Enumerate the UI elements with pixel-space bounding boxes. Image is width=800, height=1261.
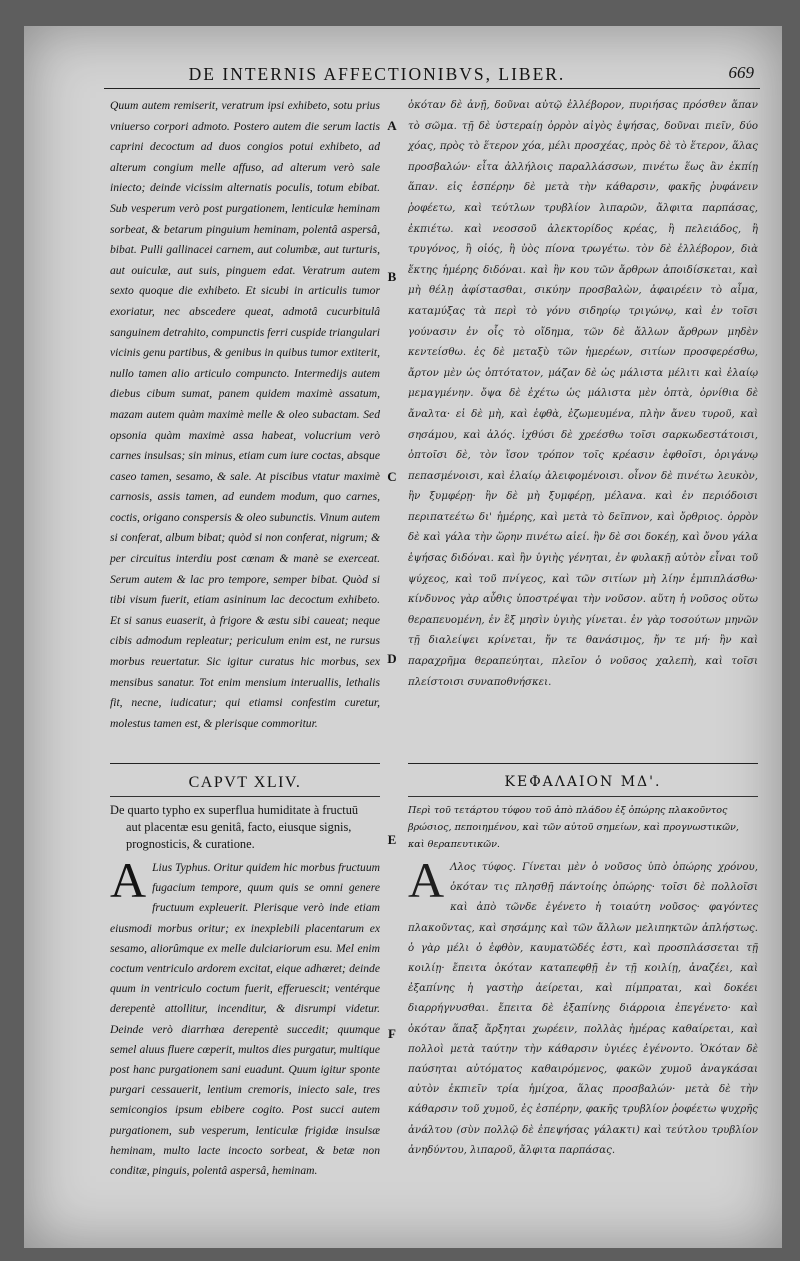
- margin-marker-e: E: [387, 832, 397, 847]
- dropcap-greek: Α: [408, 852, 445, 908]
- chapter-heading-latin: CAPVT XLIV.: [188, 774, 302, 791]
- greek-column-top: [408, 96, 758, 693]
- margin-marker-a: A: [387, 118, 397, 133]
- book-page: [24, 26, 782, 1248]
- margin-marker-b: B: [387, 269, 397, 284]
- heading-rule-latin: [110, 796, 380, 797]
- greek-paragraph-top: ὁκόταν δὲ ἀνῇ, δοῦναι αὐτῷ ἐλλέβορον, πυριήσας πρόσθεν ἅπαν τὸ σῶμα. τῇ δὲ ὑστεραίῃ ὀρρὸν αἰγὸς ἑψήσας, δοῦναι πιεῖν, δύο χόας, πρὸς τὸ ἕτερον χόα, μέλι προσχέας, πρὸς δὲ τὸ ἕτερον, ἅλας προσβαλών· εἶτα ἀλλήλοις παραλλάσσων, πινέτω ἕως ἂν ἐκπίῃ ἅπαν. εἰς ἑσπέρην δὲ μετὰ τὴν κάθαρσιν, φακῆς ῥυφάνειν ῥοφέετω, καὶ τεύτλων τρυβλίον λιπαρῶν, ἄλφιτα παρπάσας, ἐκπιέτω. καὶ νεοσσοῦ ἀλεκτορίδος κρέας, ἢ πελειάδος, ἢ τρυγόνος, ἢ οἰός, ἢ ὑὸς πίονα τρωγέτω. τὸν δὲ ἐλλέβορον, διὰ ἕκτης ἡμέρης διδόναι. καὶ ἢν κου τῶν ἄρθρων ἀποιδίσκεται, καὶ μὴ θέλῃ ἀφίστασθαι, σικύην προσβαλὼν, ἀφαιρέειν τὸ αἷμα, καταμύξας τὰ περὶ τὸ γόνυ σιδηρίῳ τριγώνῳ, καὶ ἐν τοῖσι γούνασιν ἐν οἷς τὸ οἴδημα, τῶν δὲ ἄλλων ἄρθρων μηδὲν κεντείσθω. ἐς δὲ μεταξὺ τῶν ἡμερέων, σιτίων προσφερέσθω, ἄρτον μὲν ὡς ὀπτότατον, μάζαν δὲ ὡς μάλιστα μέλιτι καὶ ἐλαίῳ μεμαγμένην. ὄψα δὲ ἐχέτω ὡς μάλιστα μὲν ὀπτὰ, ὀρνίθια δὲ ἄναλτα· εἰ δὲ μὴ, καὶ ἑφθὰ, ἐζωμευμένα, πλὴν ἄνευ τυροῦ, καὶ σησάμου, καὶ ἁλός. ἰχθύσι δὲ χρεέσθω τοῖσι σαρκωδεστάτοισι, ὀπτοῖσι δὲ, τὸν ἴσον τρόπον τοῖς κρέασιν ἑφθοῖσι, ὀριγάνῳ πεπασμένοισι, καὶ ἐλαίῳ ἀλειφομένοισι. οἶνον δὲ πινέτω λευκὸν, ἢν ξυμφέρῃ· ἢν δὲ μὴ ξυμφέρῃ, μέλανα. καὶ ἐν περιόδοισι περιπατεέτω δι' ἡμέρης, καὶ μετὰ τὸ δεῖπνον, καὶ ὄρθριος. ὀρρὸν δὲ καὶ γάλα τὴν ὥρην πινέτω αἰεί. ἢν δὲ σοι δοκέῃ, καὶ ὄνου γάλα ἑψήσας διδόναι. καὶ ἢν ὑγιὴς γένηται, ἐν φυλακῇ αὐτὸν εἶναι τοῦ ψύχεος, καὶ τοῦ πνίγεος, καὶ τῶν σιτίων μὴ λίην ἐμπιπλάσθω· κίνδυνος γὰρ αὖθις ὑποστρέψαι τὴν νοῦσον. αὕτη ἡ νοῦσος οὕτω θεραπευομένη, ἐν ἓξ μησὶν ὑγιὴς γίνεται. ἐν γὰρ τοσούτων μηνῶν τῇ διαλείψει κρίνεται, ἤν τε θανάσιμος, ἤν τε μή· ἢν καὶ παραχρῆμα θεραπεύηται, πλεῖον ὁ νοῦσος χαλεπὴ, καὶ τοῖσι πλείστοισι συναποθνήσκει.: [408, 100, 758, 688]
- greek-paragraph-body: Λλος τύφος. Γίνεται μὲν ὁ νοῦσος ὑπὸ ὀπώρης χρόνου, ὁκόταν τις πλησθῇ πάντοίης ὀπώρης· τοῖσι δὲ πολλοῖσι καὶ ἀπὸ τῶνδε ἐγένετο ἡ τοιαύτη νοῦσος· φαγόντες πλακοῦντας, καὶ σησάμης καὶ τῶν ἄλλων μελιπηκτῶν ἀπλήστως. ὁ γὰρ μέλι ὁ ἑφθὸν, καυματῶδές ἐστι, καὶ προσπλάσσεται τῇ κοιλίῃ· ἔπειτα ὁκόταν καταπεφθῇ ἐν τῇ κοιλίῃ, ἀναζέει, καὶ ἐξαπίνης ἡ γαστὴρ ἀείρεται, καὶ πίμπραται, καὶ δοκέει διαρρήγνυσθαι. ἔπειτα δὲ ἐξαπίνης διάρροια ἐπεγένετο· καὶ ὁκόταν ἅπαξ ἄρξηται χωρέειν, πολλὰς ἡμέρας καθαίρεται, καὶ πολλοὶ μετὰ ταύτην τὴν κάθαρσιν ὑγιέες ἐγένοντο. Ὁκόταν δὲ παύσηται αὐτόματος καθαιρόμενος, φακῶν χυμοῦ ἀναγκάσαι αὐτὸν ἐκπιεῖν τρία ἡμίχοα, ἅλας προσβαλών· μετὰ δὲ τὴν κάθαρσιν τοῦ χυμοῦ, ἐς ἑσπέρην, φακῆς τρυβλίον ῥοφέετω ψυχρῆς ἀνάλτου (σὺν πολλῷ δὲ ἐπεψήσας γάλακτι) καὶ τεύτλου τρυβλίον ἀνηδύντου, λιπαροῦ, ἄλφιτα παρπάσας.: [408, 862, 758, 1156]
- latin-column-body: [110, 852, 380, 1181]
- margin-marker-c: C: [387, 469, 397, 484]
- section-rule-latin: [110, 763, 380, 764]
- section-rule-greek: [408, 763, 758, 764]
- running-head: DE INTERNIS AFFECTIONIBVS, LIBER.: [188, 64, 566, 84]
- summary-latin-line-2: aut placentæ esu genitâ, facto, eiusque signis, prognosticis, & curatione.: [126, 820, 352, 851]
- margin-marker-f: F: [388, 1026, 396, 1041]
- summary-latin-line-1: De quarto typho ex superflua humiditate à fructuū: [110, 803, 359, 817]
- chapter-summary-latin: [110, 802, 380, 853]
- greek-column-body: [408, 852, 758, 1161]
- header-rule: [104, 88, 760, 89]
- latin-column-top: [110, 96, 380, 734]
- latin-paragraph-top: Quum autem remiserit, veratrum ipsi exhibeto, sotu prius vniuerso corpori admoto. Postero autem die serum lactis caprini decoctum ad duos congios potui exhibeto, ad alterum congium melle affuso, ad alterum verò sale iniecto; deinde vicissim alternatis poculis, totum ebibat. Sub vesperum verò post purgationem, lenticulæ heminam sorbeat, & betarum pinguium heminam, polentâ aspersâ, bibat. Pulli gallinacei carnem, aut columbæ, aut turturis, aut ouiculæ, aut suis, pinguem edat. Veratrum autem sexto quoque die exhibeto. Et sicubi in articulis tumor exoriatur, nec abscedere queat, admotâ cucurbitulâ sanguinem detrahito, compunctis ferri cuspide triangulari vicinis genu partibus, & genibus in quibus tumor extiterit, nullo tamen alio articulo compuncto. Intermedijs autem diebus cibum sumat, panem quidem maximè assatum, mazam autem quàm maximè melle & oleo subactam. Sed opsonia quàm maximè assa habeat, volucrium verò carnes insulsas; sin minus, etiam cum iure coctas, absque caseo tamen, sesamo, & sale. At piscibus vtatur maximè carnosis, assis tamen, ad eundem modum, quo carnes, coctis, origano conspersis & oleo subunctis. Vinum autem si conferat, album bibat; quòd si non conferat, nigrum; & per circuitus interdiu post cœnam & manè se exerceat. Serum autem & lac pro tempore, semper bibat. Quòd si tibi visum fuerit, etiam asininum lac decoctum exhibeto. Et si sanus euaserit, à frigore & æstu sibi caueat; neque cibis admodum repleatur; periculum enim est, ne rursus morbus reuertatur. Sic igitur curatus hic morbus, sex mensibus sanatur. Tot enim mensium interuallis, lethalis fit, necne, iudicatur; qui etiamsi confestim curetur, molestus tamen est, & plerisque commoritur.: [110, 99, 380, 730]
- chapter-heading-greek: ΚΕΦΑΛΑΙΟΝ ΜΔ'.: [504, 774, 662, 790]
- latin-paragraph-body: Lius Typhus. Oritur quidem hic morbus fructuum fugacium tempore, quum quis se omni genere fructuum expleuerit. Plerisque verò inde etiam eiusmodi morbus oritur; ex inexplebili placentarum ex sesamo, aliorûmque ex melle dulciariorum esu. Mel enim coctum ventriculo ardorem excitat, eique adhæret; deinde quum in ventriculo coctum fuerit, efferuescit; ventérque derepentè attollitur, incenditur, & disrumpi videtur. Deinde verò diarrhœa derepentè succedit; quumque semel aluus fluere cœperit, multos dies purgatur, multique post hanc purgationem sani euadunt. Quum igitur sponte purgari cessauerit, lentium cremoris, iniecto sale, tres semicongios ipsum ebibere cogito. Post succi autem purgationem, sub vesperum, lenticulæ frigidæ insulsæ heminam, multo lacte incocto sorbeat, & betæ non conditæ, pinguis, polentâ aspersâ, heminam.: [110, 861, 380, 1178]
- margin-marker-d: D: [387, 651, 397, 666]
- chapter-summary-greek: Περὶ τοῦ τετάρτου τύφου τοῦ ἀπὸ πλάδου ἐξ ὀπώρης πλακοῦντος βρώσιος, πεποιημένου, καὶ τῶν αὐτοῦ σημείων, καὶ προγνωστικῶν, καὶ θεραπευτικῶν.: [408, 805, 739, 850]
- page-number: 669: [728, 63, 754, 82]
- dropcap-latin: A: [110, 852, 147, 908]
- heading-rule-greek: [408, 796, 758, 797]
